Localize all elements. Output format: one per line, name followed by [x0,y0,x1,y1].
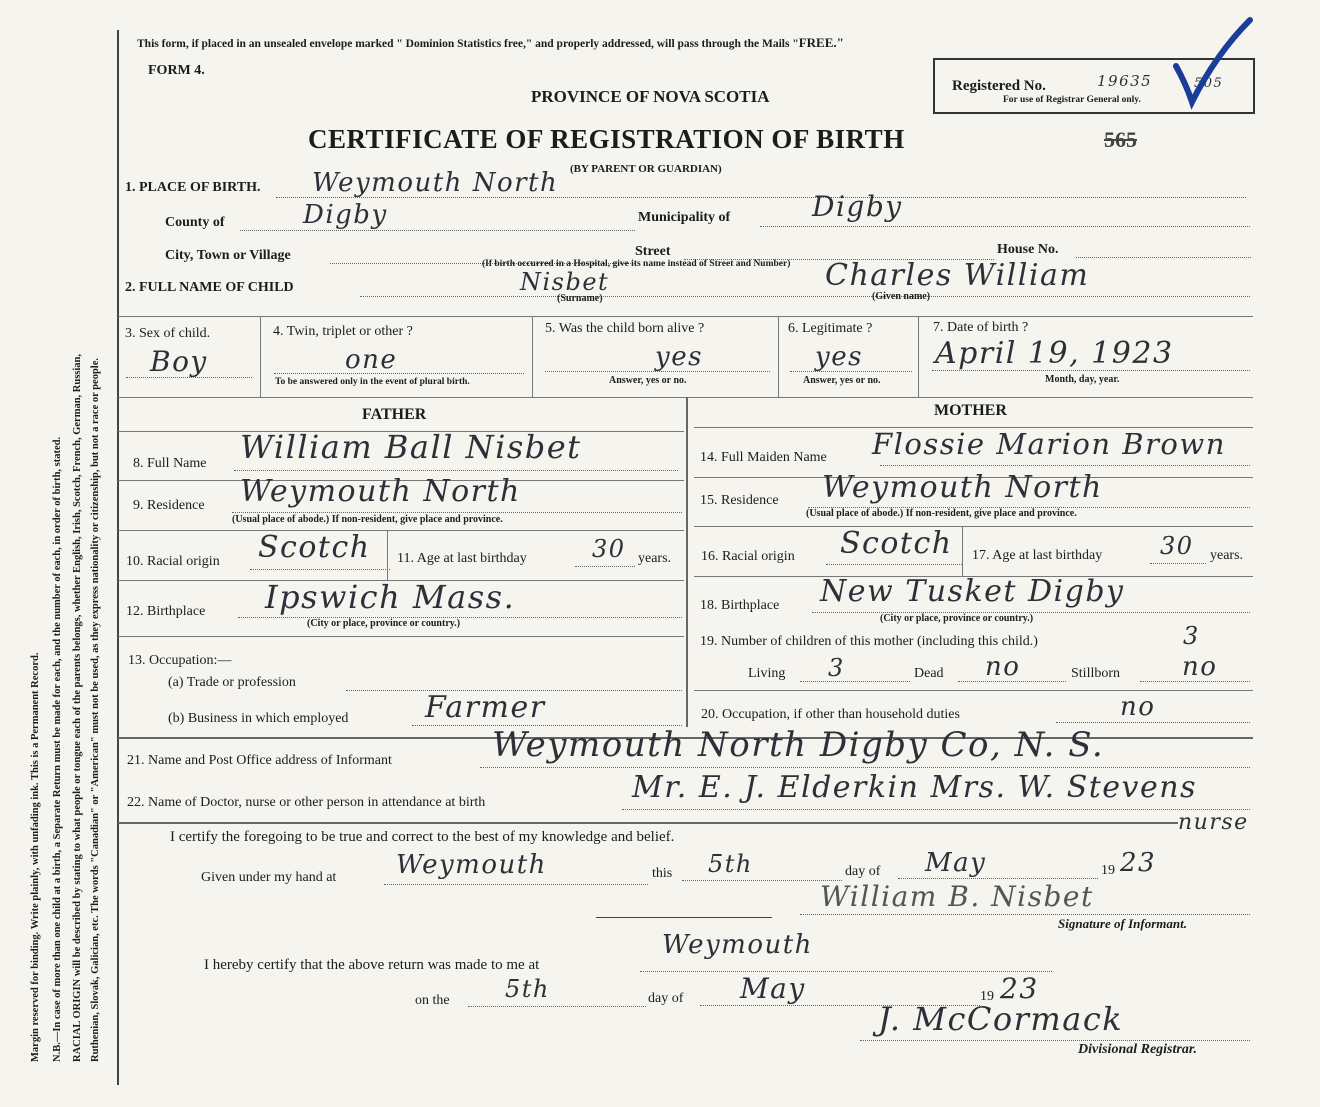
registrar-year-prefix: 19 [980,989,994,1004]
doctor-label: 22. Name of Doctor, nurse or other person in attendance at birth [127,795,486,810]
registrar-month: May [740,972,806,1005]
doctor-value: Mr. E. J. Elderkin Mrs. W. Stevens [632,770,1197,805]
alive-note: Answer, yes or no. [609,375,687,386]
registered-note: For use of Registrar General only. [1003,95,1141,105]
checkmark-icon [1168,14,1258,110]
child-name-label: 2. FULL NAME OF CHILD [125,280,294,295]
stillborn-label: Stillborn [1071,666,1121,681]
registrar-day: 5th [505,975,550,1003]
margin-note-racial: RACIAL ORIGIN will be described by stating to what people or tongue each of the parents belongs, whether English, Irish, Scotch, French, German, Russian, [72,353,83,1062]
mother-name: Flossie Marion Brown [872,427,1226,461]
mother-occupation-label: 20. Occupation, if other than household duties [701,707,960,722]
city-label: City, Town or Village [165,248,291,263]
margin-note-racial-cont: Ruthenian, Slovak, Galician, etc. The words "Canadian" or "American" must not be used, as they express nationality or citizenship, but not a race or people. [90,357,101,1062]
given-day: 5th [708,850,753,878]
date-note: Month, day, year. [1045,374,1120,385]
municipality-value: Digby [812,190,903,223]
registrar-day-of-label: day of [648,991,684,1006]
father-racial-label: 10. Racial origin [126,554,220,569]
margin-note-binding: Margin reserved for binding. Write plainly, with unfading ink. This is a Permanent Record. [30,652,41,1062]
registrar-signature: J. McCormack [878,1000,1124,1038]
father-name: William Ball Nisbet [240,428,582,466]
street-label: Street [635,244,671,259]
registrar-caption: Divisional Registrar. [1078,1042,1198,1057]
mother-racial: Scotch [840,526,953,561]
county-label: County of [165,215,225,230]
father-residence-note: (Usual place of abode.) If non-resident, give place and province. [232,514,503,525]
mother-years: years. [1210,548,1244,563]
children-count: 3 [1183,622,1200,650]
father-birthplace-note: (City or place, province or country.) [307,618,461,629]
given-caption: (Given name) [872,291,931,302]
informant-value: Weymouth North Digby Co, N. S. [492,725,1105,765]
legitimate-value: yes [815,342,863,372]
house-label: House No. [997,242,1059,257]
on-the-label: on the [415,993,450,1008]
father-heading: FATHER [362,406,427,423]
province-title: PROVINCE OF NOVA SCOTIA [531,87,770,106]
dead-label: Dead [914,666,944,681]
mother-residence: Weymouth North [822,470,1103,505]
trade-label: (a) Trade or profession [168,675,296,690]
informant-label: 21. Name and Post Office address of Informant [127,753,392,768]
place-of-birth-label: 1. PLACE OF BIRTH. [125,180,261,195]
twin-note: To be answered only in the event of plural birth. [275,377,470,387]
sex-value: Boy [150,345,208,378]
place-of-birth-value: Weymouth North [312,168,559,198]
mother-birthplace-note: (City or place, province or country.) [880,613,1034,624]
father-age: 30 [592,535,626,563]
stillborn-value: no [1182,652,1218,682]
father-residence-label: 9. Residence [133,498,205,513]
form-left-border [117,30,119,1085]
mother-residence-note: (Usual place of abode.) If non-resident, give place and province. [806,508,1077,519]
mother-birthplace: New Tusket Digby [820,574,1125,609]
certify-text: I certify the foregoing to be true and correct to the best of my knowledge and belief. [170,829,675,845]
mother-racial-label: 16. Racial origin [701,549,795,564]
registrar-year: 23 [1000,972,1039,1005]
county-value: Digby [303,200,388,230]
father-name-label: 8. Full Name [133,456,207,471]
mother-occupation: no [1120,692,1156,722]
mother-age: 30 [1160,532,1194,560]
living-value: 3 [828,654,845,682]
father-age-label: 11. Age at last birthday [397,551,527,566]
given-month: May [925,848,987,878]
form-number: FORM 4. [148,63,205,78]
twin-label: 4. Twin, triplet or other ? [273,324,413,339]
living-label: Living [748,666,786,681]
surname-caption: (Surname) [557,293,603,304]
mother-heading: MOTHER [934,402,1007,419]
given-place: Weymouth [396,850,547,880]
child-given-name: Charles William [825,258,1090,293]
business-label: (b) Business in which employed [168,711,349,726]
municipality-label: Municipality of [638,210,731,225]
given-year: 23 [1120,848,1157,878]
business-value: Farmer [425,690,546,725]
registrar-place: Weymouth [662,930,813,960]
mother-birthplace-label: 18. Birthplace [700,598,780,613]
certificate-title: CERTIFICATE OF REGISTRATION OF BIRTH [308,124,905,154]
father-racial: Scotch [258,530,371,565]
informant-signature: William B. Nisbet [820,880,1094,913]
legitimate-note: Answer, yes or no. [803,375,881,386]
given-year-prefix: 19 [1101,863,1115,878]
sex-label: 3. Sex of child. [125,326,211,341]
children-count-label: 19. Number of children of this mother (including this child.) [700,634,1038,649]
certificate-subtitle: (BY PARENT OR GUARDIAN) [570,163,722,175]
alive-value: yes [655,342,703,372]
hospital-note: (If birth occurred in a Hospital, give its name instead of Street and Number) [482,259,791,269]
registered-label: Registered No. [952,78,1046,94]
twin-value: one [345,345,398,375]
mother-age-label: 17. Age at last birthday [972,548,1103,563]
legitimate-label: 6. Legitimate ? [788,321,873,336]
mail-notice: This form, if placed in an unsealed envelope marked " Dominion Statistics free," and properly addressed, will pass through the Mails "FREE." [137,35,844,50]
day-of-label: day of [845,864,881,879]
given-label: Given under my hand at [201,870,337,885]
alive-label: 5. Was the child born alive ? [545,321,705,336]
registrar-text: I hereby certify that the above return was made to me at [204,957,540,973]
mother-residence-label: 15. Residence [700,493,779,508]
date-label: 7. Date of birth ? [933,320,1029,335]
this-label: this [652,866,673,881]
father-years: years. [638,551,672,566]
father-birthplace-label: 12. Birthplace [126,604,206,619]
registered-value: 19635 [1097,72,1153,90]
date-value: April 19, 1923 [935,336,1174,371]
dead-value: no [985,652,1021,682]
side-number: 565 [1104,127,1137,152]
mother-name-label: 14. Full Maiden Name [700,450,827,465]
informant-signature-caption: Signature of Informant. [1058,916,1187,931]
father-residence: Weymouth North [240,474,521,509]
margin-note-nb: N.B.—In case of more than one child at a birth, a Separate Return must be made for each, and the number of each, in order of birth, stated. [52,436,63,1062]
registered-value-2: 505 [1194,76,1224,91]
father-birthplace: Ipswich Mass. [265,578,516,616]
father-occupation-label: 13. Occupation:— [128,653,232,668]
child-surname: Nisbet [520,268,610,296]
doctor-value-2: nurse [1178,810,1249,835]
